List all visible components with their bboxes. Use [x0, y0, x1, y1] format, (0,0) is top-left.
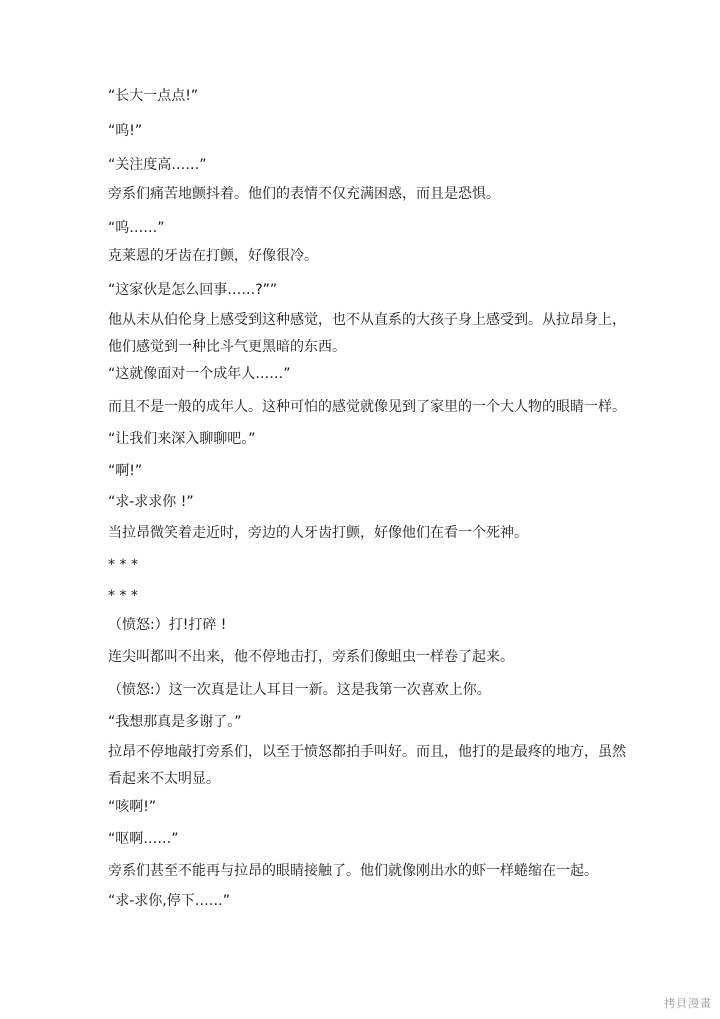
paragraph: （愤怒:）打!打碎 !: [108, 617, 227, 633]
paragraph: “咳啊!”: [108, 799, 157, 815]
paragraph: （愤怒:）这一次真是让人耳目一新。这是我第一次喜欢上你。: [108, 682, 491, 698]
section-break: * * *: [108, 588, 138, 604]
paragraph: “呜……”: [108, 220, 165, 236]
paragraph: 克莱恩的牙齿在打颤，好像很冷。: [108, 248, 318, 264]
paragraph: “呜!”: [108, 123, 143, 139]
paragraph: 拉昂不停地敲打旁系们，以至于愤怒都拍手叫好。而且，他打的是最疼的地方，虽然看起来不太明显。: [108, 744, 626, 787]
paragraph: “啊!”: [108, 463, 143, 479]
paragraph: 他从未从伯伦身上感受到这种感觉，也不从直系的大孩子身上感受到。从拉昂身上，他们感觉到一种比斗气更黑暗的东西。: [108, 312, 626, 355]
paragraph: “这家伙是怎么回事……?””: [108, 282, 278, 298]
paragraph: “我想那真是多谢了。”: [108, 714, 242, 730]
paragraph: “这就像面对一个成年人……”: [108, 366, 291, 382]
paragraph: 而且不是一般的成年人。这种可怕的感觉就像见到了家里的一个大人物的眼睛一样。: [108, 399, 626, 415]
paragraph: “长大一点点!”: [108, 88, 199, 104]
paragraph: 当拉昂微笑着走近时，旁边的人牙齿打颤，好像他们在看一个死神。: [108, 525, 528, 541]
paragraph: “求-求你,停下……”: [108, 893, 231, 909]
paragraph: 旁系们痛苦地颤抖着。他们的表情不仅充满困惑，而且是恐惧。: [108, 186, 500, 202]
watermark-logo: 拷貝漫畫: [664, 997, 712, 1010]
section-break: * * *: [108, 557, 138, 573]
paragraph: 连尖叫都叫不出来，他不停地击打，旁系们像蛆虫一样卷了起来。: [108, 649, 514, 665]
paragraph: “求-求求你 !”: [108, 494, 194, 510]
paragraph: 旁系们甚至不能再与拉昂的眼睛接触了。他们就像刚出水的虾一样蜷缩在一起。: [108, 863, 598, 879]
paragraph: “呕啊……”: [108, 831, 179, 847]
paragraph: “让我们来深入聊聊吧。”: [108, 431, 256, 447]
paragraph: “关注度高……”: [108, 157, 207, 173]
